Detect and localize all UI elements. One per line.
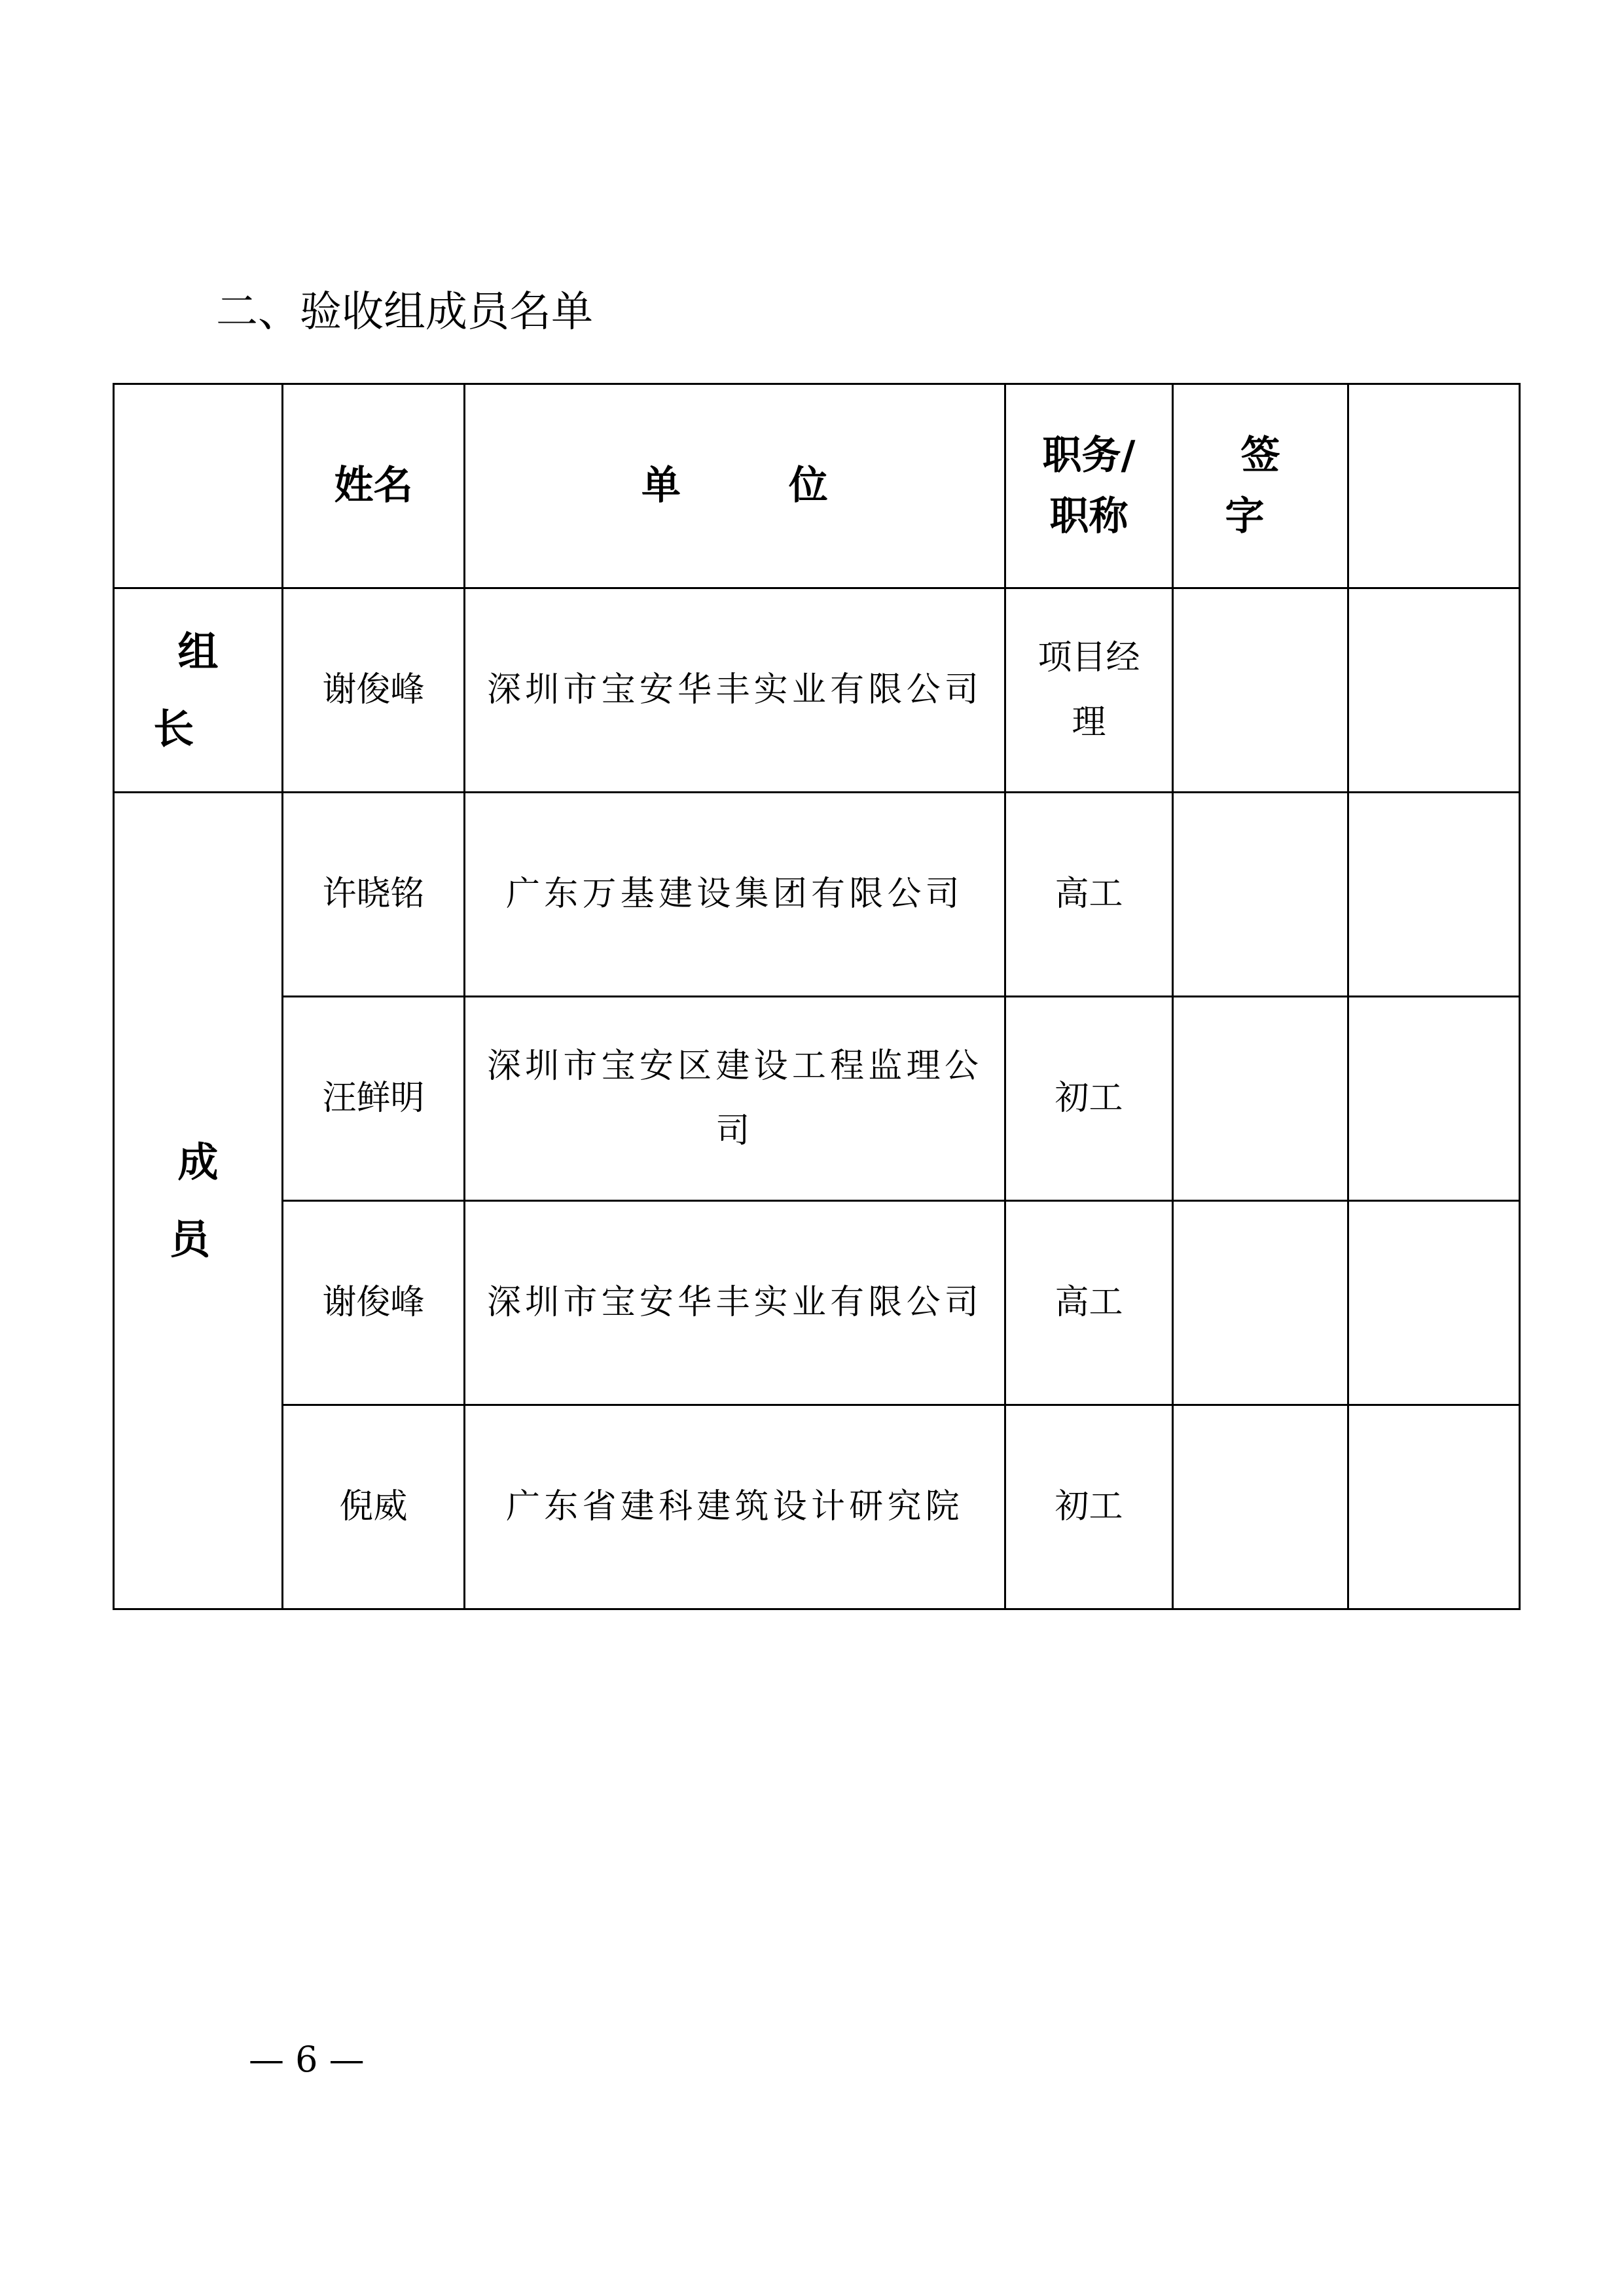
member-position: 高工 xyxy=(1005,1201,1173,1405)
header-position-line2: 职称 xyxy=(1049,493,1128,539)
member-unit-line2: 司 xyxy=(715,1111,754,1151)
header-role-cell xyxy=(114,384,283,588)
member-extra-cell xyxy=(1348,793,1520,997)
member-extra-cell xyxy=(1348,997,1520,1201)
header-signature: 签 字 xyxy=(1173,384,1348,588)
table-row-member xyxy=(114,1201,1520,1405)
table-row-member xyxy=(114,1405,1520,1609)
section-title: 二、验收组成员名单 xyxy=(216,288,593,336)
member-name: 谢俊峰 xyxy=(283,1201,465,1405)
members-role-label: 成 员 xyxy=(114,793,283,1609)
table-row-leader xyxy=(114,588,1520,793)
leader-position xyxy=(1005,588,1173,793)
member-unit xyxy=(465,997,1005,1201)
member-unit-line1: 深圳市宝安区建设工程监理公 xyxy=(486,1046,983,1086)
member-unit: 广东省建科建筑设计研究院 xyxy=(465,1405,1005,1609)
member-unit: 广东万基建设集团有限公司 xyxy=(465,793,1005,997)
member-position: 初工 xyxy=(1005,1405,1173,1609)
member-name: 倪威 xyxy=(283,1405,465,1609)
member-extra-cell xyxy=(1348,1201,1520,1405)
member-extra-cell xyxy=(1348,1405,1520,1609)
member-position: 初工 xyxy=(1005,997,1173,1201)
header-position xyxy=(1005,384,1173,588)
header-position-line1: 职务/ xyxy=(1042,432,1136,478)
table-row-member xyxy=(114,997,1520,1201)
member-signature-cell xyxy=(1173,997,1348,1201)
table-row-member xyxy=(114,793,1520,997)
leader-position-line2: 理 xyxy=(1072,702,1106,742)
member-signature-cell xyxy=(1173,793,1348,997)
member-unit: 深圳市宝安华丰实业有限公司 xyxy=(465,1201,1005,1405)
page-number: — 6 — xyxy=(249,2039,365,2080)
member-name: 汪鲜明 xyxy=(283,997,465,1201)
leader-role-label: 组 长 xyxy=(114,588,283,793)
leader-signature-cell xyxy=(1173,588,1348,793)
header-extra-cell xyxy=(1348,384,1520,588)
leader-extra-cell xyxy=(1348,588,1520,793)
leader-name: 谢俊峰 xyxy=(283,588,465,793)
leader-unit: 深圳市宝安华丰实业有限公司 xyxy=(465,588,1005,793)
member-signature-cell xyxy=(1173,1201,1348,1405)
member-name: 许晓铭 xyxy=(283,793,465,997)
acceptance-team-table xyxy=(113,383,1521,1610)
table-header-row xyxy=(114,384,1520,588)
header-unit: 单 位 xyxy=(465,384,1005,588)
member-signature-cell xyxy=(1173,1405,1348,1609)
header-name: 姓名 xyxy=(283,384,465,588)
leader-position-line1: 项目经 xyxy=(1038,637,1140,677)
member-position: 高工 xyxy=(1005,793,1173,997)
